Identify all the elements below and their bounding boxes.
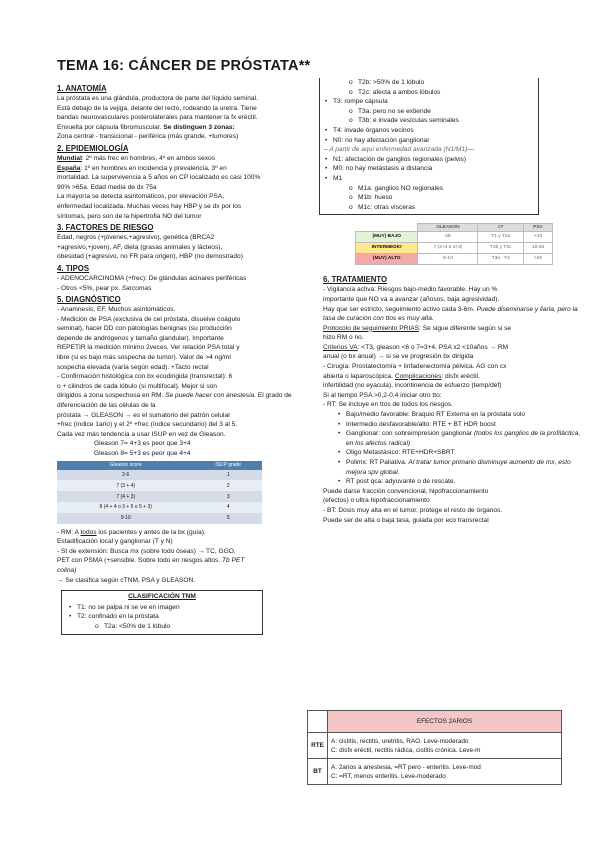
tnm-box bbox=[61, 590, 263, 634]
factores-line: +agresivo,+joven), AF, dieta (grasas animales y lácteos), bbox=[57, 243, 223, 251]
table-header-cell: ISUP grade bbox=[194, 461, 262, 470]
extension-line: - St de extensión: Busca mx (sobre todo óseas) → TC, GGO, bbox=[57, 547, 236, 555]
dx-line: próstata → GLEASON → es el sumatorio del patrón celular bbox=[57, 411, 231, 419]
gleason-note: Gleason 7= 4+3 es peor que 3+4 bbox=[94, 440, 191, 448]
list-item: • M0: no hay metástasis a distancia bbox=[324, 164, 534, 174]
rm-line: - RM: A todos los pacientes y antes de la bx (guía). bbox=[57, 528, 206, 536]
list-item: • N1: afectación de ganglios regionales (pelvis) bbox=[324, 155, 534, 165]
anatomia-line: Está debajo de la vejiga, delante del recto, rodeando la uretra. Tiene bbox=[57, 104, 257, 112]
epi-line: mortalidad. La supervivencia a 5 años en CP localizado es casi 100% bbox=[57, 174, 261, 182]
factores-line: obesidad (+agresivo, no FR para origen), HBP (no demostrado) bbox=[57, 253, 243, 261]
rm-line: Estadificación local y ganglionar (T y N) bbox=[57, 538, 173, 546]
tto-line: - RT: Se incluye en ttos de todos los riesgos. bbox=[323, 401, 453, 409]
tnm-title: CLASIFICACIÓN TNM bbox=[128, 593, 196, 601]
list-item: • T1: no se palpa ni se ve en imagen bbox=[68, 603, 256, 613]
advanced-note: – A partir de aquí enfermedad avanzada (N1/M1)— bbox=[324, 146, 474, 154]
tipos-adeno: - ADENOCARCINOMA (+frec): De glándulas acinares periféricas bbox=[57, 274, 247, 282]
dx-line: - Medición de PSA (exclusiva de cel próstata, disuelve coágulo bbox=[57, 315, 241, 323]
list-item: o T3a: pero no se extiende bbox=[349, 107, 534, 117]
tto-line: infertilidad (no eyacula), incontinencia de esfuerzo (temp/def) bbox=[323, 382, 502, 390]
epi-mundial: Mundial: 2º más frec en hombres, 4º en ambos sexos bbox=[57, 154, 216, 162]
list-item: • Ganglionar: con sobreimpresión ganglionar (todos los ganglios de la profiláctica, en los afectos radical) bbox=[337, 429, 585, 448]
tto-line: Si al tiempo PSA >0,2-0,4 iniciar otro tto: bbox=[323, 391, 442, 399]
tipos-otros: - Otros <5%, pear px. Sarcomas bbox=[57, 284, 152, 292]
heading-factores: 3. FACTORES DE RIESGO bbox=[57, 223, 154, 233]
table-row: 8 (4 + 4 o 3 + 5 o 5 + 3) 4 bbox=[57, 502, 262, 513]
epi-espana: España: 1º en hombres en incidencia y prevalencia, 3º en bbox=[57, 164, 227, 172]
dx-line: libre (si es bajo más sospecha de tumor). Valor de >4 ng/ml bbox=[57, 354, 231, 362]
list-item: • Intermedio desfavorable/alto: RTE + BT HDR boost bbox=[337, 420, 585, 430]
right-column bbox=[323, 79, 585, 525]
efectos-table bbox=[307, 710, 562, 785]
list-item: o M1a: ganglios NO regionales bbox=[349, 184, 534, 194]
table-header-cell: cT bbox=[478, 224, 524, 232]
table-row: 7 (3 + 4) 2 bbox=[57, 480, 262, 491]
table-header-row bbox=[308, 711, 562, 733]
heading-epidemiologia: 2. EPIDEMIOLOGÍA bbox=[57, 143, 129, 153]
list-item: • N0: no hay afectación ganglionar bbox=[324, 136, 534, 146]
table-header-cell: PSA bbox=[524, 224, 553, 232]
table-header-row bbox=[356, 224, 553, 232]
list-item: • RT post qca: adyuvante o de rescate. bbox=[337, 477, 585, 487]
tto-line: - Vigilancia activa: Riesgos bajo-medio favorable. Hay un % bbox=[323, 286, 498, 294]
gleason-isup-table bbox=[57, 461, 262, 524]
classify-line: → Se clasifica según cTNM, PSA y GLEASON. bbox=[57, 576, 196, 584]
list-item: o T2c: afecta a ambos lóbulos bbox=[349, 88, 534, 98]
list-item: • M1 bbox=[324, 174, 534, 184]
table-row: (MUY) ALTO 8-10 T3a - T4 >20 bbox=[356, 254, 553, 265]
list-item: o M1c: otras vísceras bbox=[349, 203, 534, 213]
anatomia-line: La próstata es una glándula, productora de parte del líquido seminal. bbox=[57, 95, 258, 102]
table-header-cell: GLEASON bbox=[418, 224, 478, 232]
tto-line: - Cirugía: Prostatectomía + linfadenectomía pélvica. AG con cx bbox=[323, 363, 507, 371]
list-item: • Bajo/medio favorable: Braquio RT Externa en la próstata solo bbox=[337, 410, 585, 420]
table-row: 9-10 5 bbox=[57, 513, 262, 524]
epi-line: La mayoría se detecta asintomáticos, por elevación PSA, bbox=[57, 193, 225, 201]
page-title: TEMA 16: CÁNCER DE PRÓSTATA** bbox=[57, 58, 311, 74]
table-row: 7 (4 + 3) 3 bbox=[57, 491, 262, 502]
table-header-cell: Gleason score bbox=[57, 461, 194, 470]
tto-line: Protocolo de seguimiento PRIAS: Se sigue diferente según si se bbox=[323, 324, 512, 332]
dx-line: dirigidos a zona sospechosa en RM. Se puede hacer con anestesia. El grado de diferenciación de las células de la bbox=[57, 392, 292, 410]
epi-line: 90% >65a. Edad media de dx 75a bbox=[57, 183, 157, 191]
anatomia-line: Zona central - transicional - periférica (más grande, +tumores) bbox=[57, 133, 239, 141]
tto-line: Hay que ser estricto, seguimiento activo cada 3-6m. Puede diseminarse y liarla, pero la tasa de curación con ttos es muy alta. bbox=[323, 305, 578, 323]
pet-line: colina) bbox=[57, 566, 77, 574]
dx-line: depende de andrógenos y tamaño glandular). Importante bbox=[57, 334, 224, 342]
list-item: • T2: confinado en la próstata bbox=[68, 612, 256, 622]
row-label: RTE bbox=[308, 733, 328, 759]
list-item: • T4: invade órganos vecinos bbox=[324, 126, 534, 136]
tnm-box-continued bbox=[319, 78, 539, 215]
dx-line: sospecha elevada (varía según edad). +Tacto rectal bbox=[57, 363, 209, 371]
dx-line: +frec (índice 1ario) y el 2º +frec (índice secundario) del 3 al 5. bbox=[57, 421, 238, 429]
table-row: BT A: 2arios a anestesia, =RT pero - enteritis. Leve-mod C: =RT, menos enteritis. Leve-moderado bbox=[308, 759, 562, 785]
dx-line: Cada vez más tendencia a usar ISUP en vez de Gleason. bbox=[57, 430, 226, 438]
row-label: BT bbox=[308, 759, 328, 785]
list-item: o T2a: <50% de 1 lóbulo bbox=[95, 622, 256, 632]
tto-line: hizo RM o no. bbox=[323, 334, 364, 342]
dx-line: REPETIR la medición mínimo 2veces. Ver relación PSA total y bbox=[57, 344, 240, 352]
tto-line: Puede darse fracción convencional, hipofraccionamiento bbox=[323, 487, 489, 495]
list-item: • T3: rompe cápsula bbox=[324, 97, 534, 107]
table-header-cell: EFECTOS 2ARIOS bbox=[328, 711, 562, 733]
dx-line: seminal), hacer DD con patologías benignas (su producción bbox=[57, 325, 232, 333]
list-item: o M1b: hueso bbox=[349, 193, 534, 203]
anatomia-line: bandas neurovasculares posterolaterales para mantener la fx eréctil. bbox=[57, 114, 258, 122]
tto-line: anual (o bx anual) → si se ve progresión bx dirigida bbox=[323, 353, 474, 361]
risk-table bbox=[355, 223, 553, 265]
list-item: o T3b: e invade vesículas seminales bbox=[349, 116, 534, 126]
tto-line: abierta o laparoscópica. Complicaciones: disfx eréctil, bbox=[323, 372, 480, 380]
table-row: (MUY) BAJO ≤6 T1 y T2a <10 bbox=[356, 232, 553, 243]
table-row: 2-6 1 bbox=[57, 470, 262, 481]
anatomia-zones-bold: Se distinguen 3 zonas: bbox=[163, 123, 235, 131]
left-column bbox=[57, 82, 319, 635]
list-item: • Polimx: RT Paliativa. Al tratar tumor primario disminuye aumento de mx, esto mejora spv global. bbox=[337, 458, 585, 477]
list-item: • Oligo Metastásico: RTE+HDR+SBRT bbox=[337, 448, 585, 458]
dx-line: - Confirmación histológica con bx ecodirigida (transrectal): 6 bbox=[57, 373, 233, 381]
tto-line: - BT: Dosis muy alta en el tumor, protege el resto de órganos. bbox=[323, 506, 503, 514]
table-row: INTERMEDIO 7 (3+4 ó 4+3) T2b y T2c 10-20 bbox=[356, 243, 553, 254]
gleason-note: Gleason 8= 5+3 es peor que 4+4 bbox=[94, 450, 191, 457]
dx-line: - Anamnesis, EF. Muchos asintomáticos. bbox=[57, 306, 176, 314]
tto-line: (efectos) o ultra hipofraccionamiento bbox=[323, 497, 430, 505]
tto-line: Criterios VA: <T3, gleason <6 o 7=3+4, PSA x2 <10años → RM bbox=[323, 343, 509, 351]
table-header-row bbox=[57, 461, 262, 470]
anatomia-line: Envuelta por cápsula fibromuscular. Se distinguen 3 zonas: bbox=[57, 123, 235, 131]
epi-line: enfermedad localizada. Muchas veces hay HBP y se dx por los bbox=[57, 202, 242, 210]
tto-line: importante que NO va a avanzar (añosos, baja agresividad). bbox=[323, 295, 500, 303]
list-item: o T2b: >50% de 1 lóbulo bbox=[349, 78, 534, 88]
tto-line: Puede ser de alta o baja tasa, guiada por eco transrectal bbox=[323, 516, 489, 524]
pet-line: PET con PSMA (+sensible. Sobre todo en riesgos altos. Tb PET bbox=[57, 557, 245, 565]
table-row: RTE A: cistitis, rectitis, uretritis, RAO. Leve-moderado C: disfx eréctil, rectitis rádica, cistitis crónica. Leve-m bbox=[308, 733, 562, 759]
heading-diagnostico: 5. DIAGNÓSTICO bbox=[57, 295, 121, 305]
heading-tratamiento: 6. TRATAMIENTO bbox=[323, 275, 388, 285]
heading-anatomia: 1. ANATOMÍA bbox=[57, 84, 107, 93]
epi-line: síntomas, pero son de la hipertrofia NO del tumor bbox=[57, 212, 202, 220]
factores-line: Edad, negros (+jóvenes,+agresivo), genética (BRCA2 bbox=[57, 234, 215, 242]
heading-tipos: 4. TIPOS bbox=[57, 263, 90, 273]
dx-line: o + cilindros de cada lóbulo (si multifocal). Mejor si son bbox=[57, 382, 217, 390]
